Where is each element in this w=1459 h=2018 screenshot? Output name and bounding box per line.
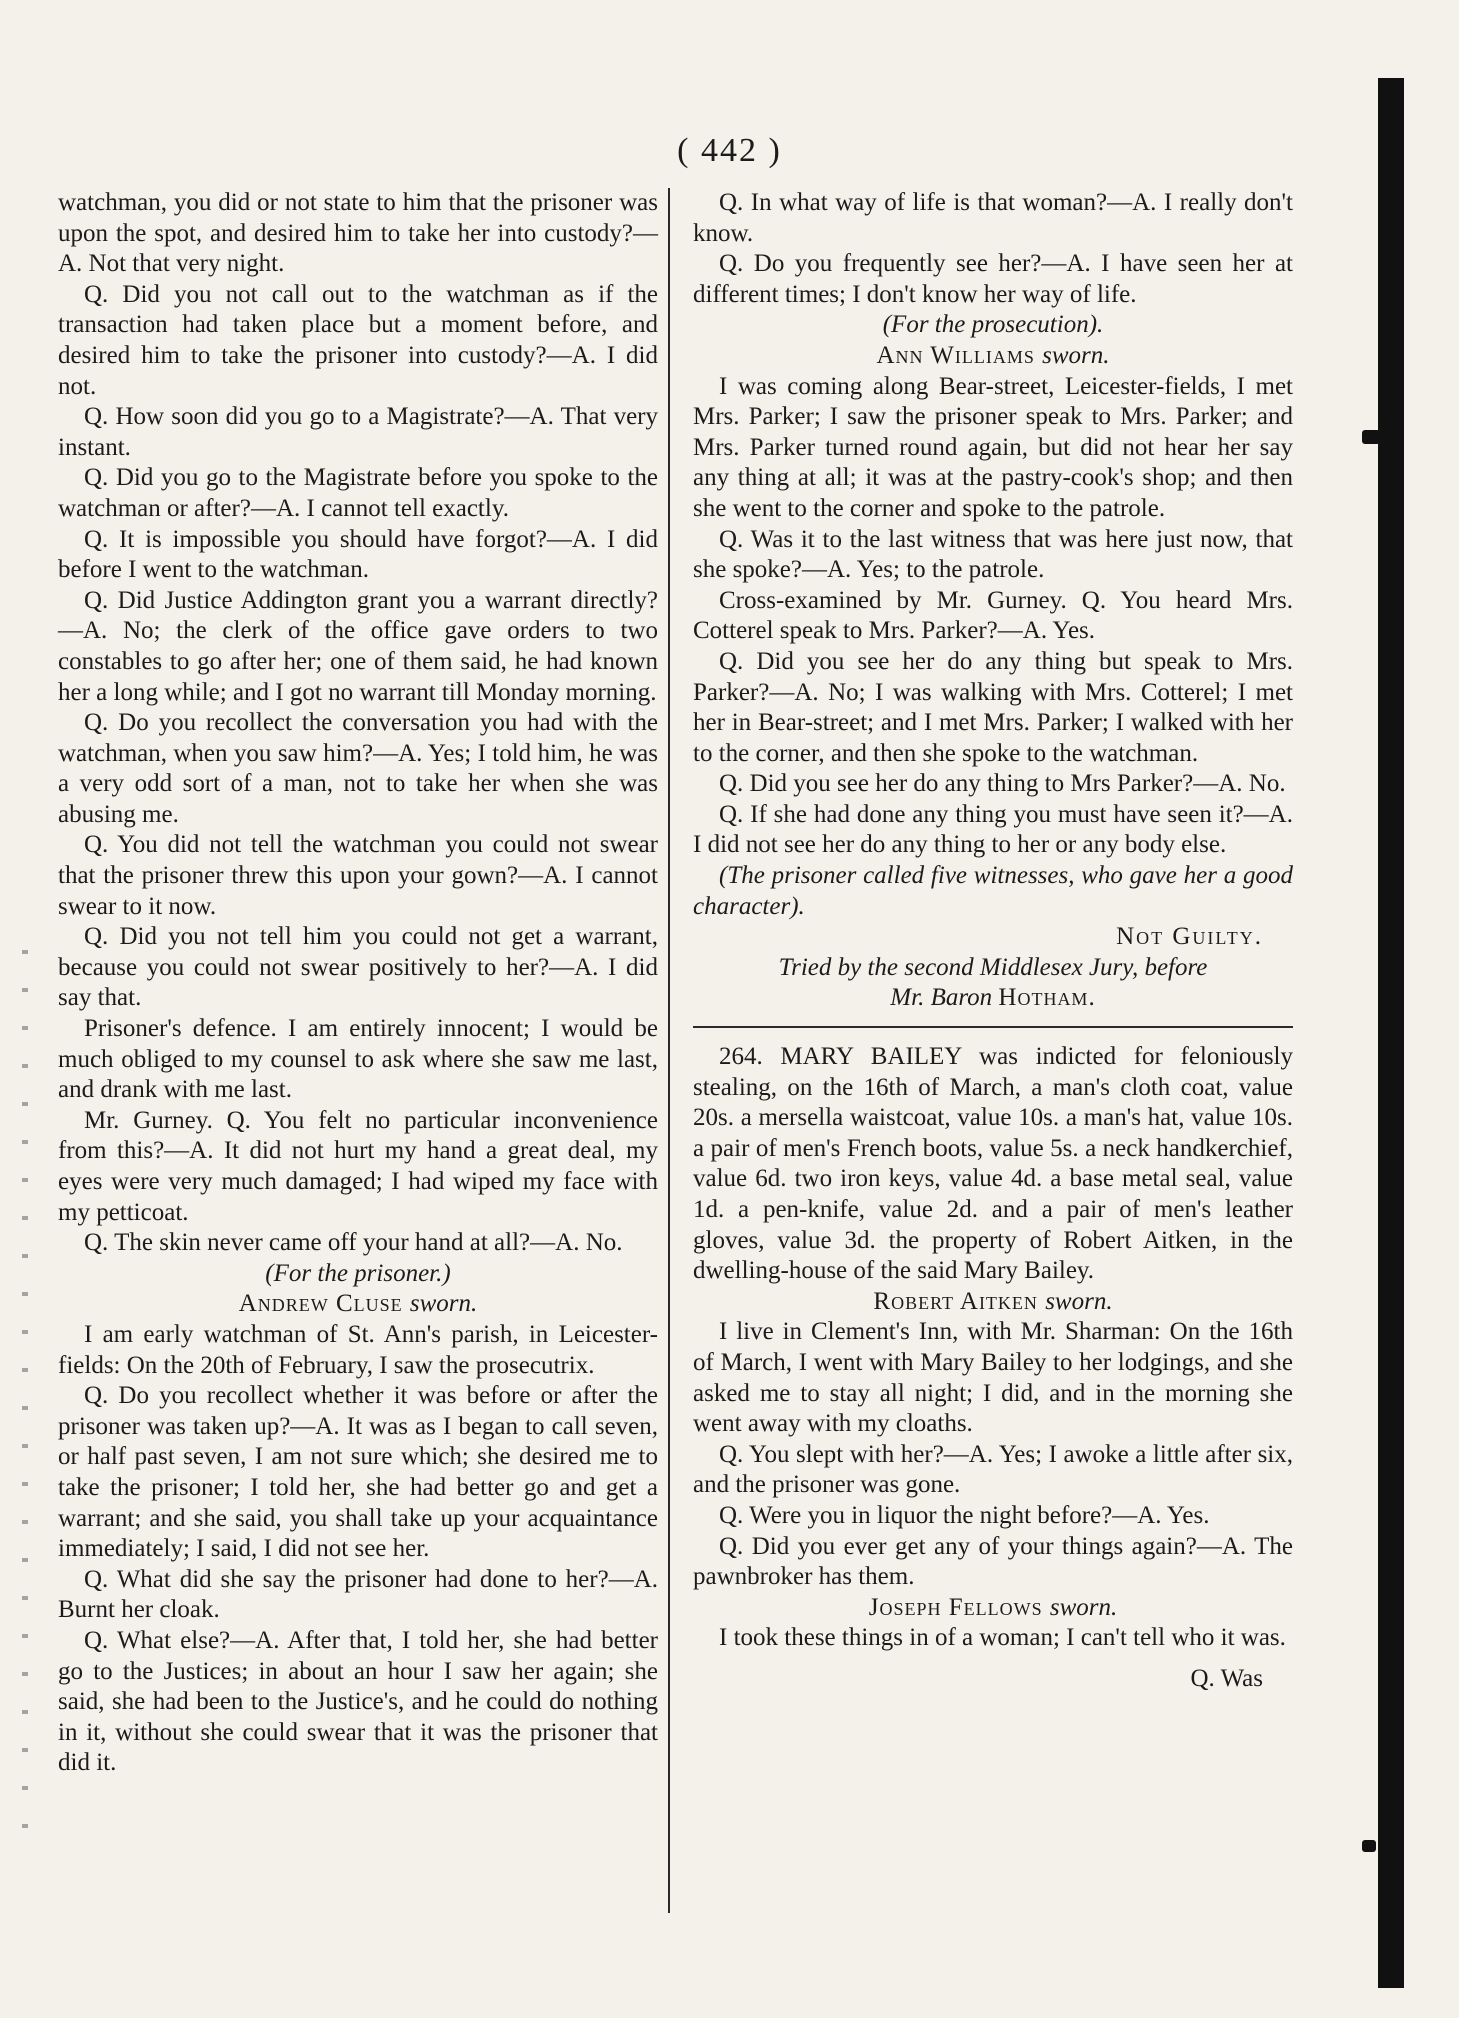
witness-heading xyxy=(693,341,1293,372)
paragraph: I live in Clement's Inn, with Mr. Sharman: On the 16th of March, I went with Mary Bailey to her lodgings, and she asked me to stay all night; I did, and in the morning she went away with my cloaths. xyxy=(693,1318,1293,1438)
judge-name: Hotham. xyxy=(998,984,1096,1012)
paragraph: Q. How soon did you go to a Magistrate?—A. That very instant. xyxy=(58,403,658,461)
section-heading: (For the prisoner.) xyxy=(265,1259,451,1287)
trial-note xyxy=(693,953,1293,1014)
paragraph: Q. Do you recollect the conversation you had with the watchman, when you saw him?—A. Yes; I told him, he was a very odd sort of a man, not to take her when she was abusing me. xyxy=(58,709,658,828)
paragraph: Q. Were you in liquor the night before?—A. Yes. xyxy=(719,1501,1210,1529)
trial-note-line: Tried by the second Middlesex Jury, before xyxy=(778,953,1208,981)
margin-specks xyxy=(22,950,28,1850)
witness-sworn: sworn. xyxy=(1042,341,1110,369)
witness-heading xyxy=(693,1593,1293,1624)
paragraph: Q. Did you not call out to the watchman as if the transaction had taken place but a moment before, and desired him to take the prisoner into custody?—A. I did not. xyxy=(58,280,658,400)
scan-edge-mark xyxy=(1362,430,1380,444)
paragraph: Q. Was it to the last witness that was here just now, that she spoke?—A. Yes; to the patrole. xyxy=(693,525,1293,584)
paragraph: Q. What else?—A. After that, I told her, she had better go to the Justices; in about an hour I saw her again; she said, she had been to the Justice's, and he could do nothing in it, without she could swear that it was the prisoner that did it. xyxy=(58,1626,658,1777)
witness-heading xyxy=(693,1287,1293,1318)
paragraph: Q. If she had done any thing you must have seen it?—A. I did not see her do any thing to her or any body else. xyxy=(693,800,1293,859)
witness-heading xyxy=(58,1289,658,1320)
italic-note: (The prisoner called five witnesses, who gave her a good character). xyxy=(693,862,1293,920)
paragraph: watchman, you did or not state to him that the prisoner was upon the spot, and desired him to take her into custody?—A. Not that very night. xyxy=(58,189,658,278)
paragraph: Q. Did you see her do any thing but speak to Mrs. Parker?—A. No; I was walking with Mrs. Cotterel; I met her in Bear-street; and I met Mrs. Parker; I walked with her to the corner, and then she spoke to the watchman. xyxy=(693,647,1293,767)
witness-name: Robert Aitken xyxy=(873,1287,1038,1315)
verdict: Not Guilty. xyxy=(1116,923,1263,951)
paragraph: Q. The skin never came off your hand at all?—A. No. xyxy=(84,1229,623,1257)
paragraph: Prisoner's defence. I am entirely innocent; I would be much obliged to my counsel to ask where she saw me last, and drank with me last. xyxy=(58,1015,658,1104)
paragraph: Q. What did she say the prisoner had done to her?—A. Burnt her cloak. xyxy=(58,1565,658,1624)
paragraph: Q. Did you ever get any of your things again?—A. The pawnbroker has them. xyxy=(693,1532,1293,1591)
right-column xyxy=(693,188,1293,1695)
paragraph: Q. Did you go to the Magistrate before you spoke to the watchman or after?—A. I cannot tell exactly. xyxy=(58,464,658,522)
paragraph: I was coming along Bear-street, Leicester-fields, I met Mrs. Parker; I saw the prisoner speak to Mrs. Parker; and Mrs. Parker turned round again, but did not hear her say any thing at all; it was at the pastry-cook's shop; and then she went to the corner and spoke to the patrole. xyxy=(693,372,1293,522)
paragraph: Q. Did you see her do any thing to Mrs Parker?—A. No. xyxy=(719,770,1286,798)
paragraph: I took these things in of a woman; I can't tell who it was. xyxy=(719,1624,1286,1652)
witness-sworn: sworn. xyxy=(1045,1287,1113,1315)
scan-edge-mark xyxy=(1362,1840,1376,1852)
witness-name: Andrew Cluse xyxy=(238,1290,403,1318)
paragraph: Q. You slept with her?—A. Yes; I awoke a little after six, and the prisoner was gone. xyxy=(693,1440,1293,1499)
scan-edge-bar xyxy=(1378,78,1404,1988)
column-divider xyxy=(668,188,670,1913)
witness-name: Ann Williams xyxy=(876,341,1035,369)
paragraph: Q. Did Justice Addington grant you a warrant directly?—A. No; the clerk of the office gave orders to two constables to go after her; one of them said, he had known her a long while; and I got no warrant till Monday morning. xyxy=(58,586,658,706)
witness-sworn: sworn. xyxy=(1049,1593,1118,1621)
paragraph: Q. In what way of life is that woman?—A. I really don't know. xyxy=(693,189,1293,247)
paragraph: Q. Do you frequently see her?—A. I have seen her at different times; I don't know her way of life. xyxy=(693,250,1293,308)
paragraph: Mr. Gurney. Q. You felt no particular inconvenience from this?—A. It did not hurt my hand a great deal, my eyes were very much damaged; I had wiped my face with my petticoat. xyxy=(58,1106,658,1226)
paragraph: Cross-examined by Mr. Gurney. Q. You heard Mrs. Cotterel speak to Mrs. Parker?—A. Yes. xyxy=(693,586,1293,645)
paragraph: Q. It is impossible you should have forgot?—A. I did before I went to the watchman. xyxy=(58,525,658,584)
catchword: Q. Was xyxy=(1190,1664,1263,1692)
case-divider xyxy=(693,1026,1293,1028)
left-column xyxy=(58,188,658,1779)
paragraph: Q. You did not tell the watchman you could not swear that the prisoner threw this upon your gown?—A. I cannot swear to it now. xyxy=(58,831,658,920)
section-heading: (For the prosecution). xyxy=(882,311,1104,339)
witness-name: Joseph Fellows xyxy=(868,1593,1043,1621)
paragraph: I am early watchman of St. Ann's parish, in Leicester-fields: On the 20th of February, I saw the prosecutrix. xyxy=(58,1320,658,1379)
judge-title: Mr. Baron xyxy=(890,984,993,1012)
paragraph: Q. Do you recollect whether it was before or after the prisoner was taken up?—A. It was as I began to call seven, or half past seven, I am not sure which; she desired me to take the prisoner; I told her, she had better go and get a warrant; and she said, you shall take up your acquaintance immediately; I said, I did not see her. xyxy=(58,1382,658,1563)
witness-sworn: sworn. xyxy=(409,1290,478,1318)
page-number: ( 442 ) xyxy=(677,132,782,169)
trial-note-line xyxy=(693,983,1293,1014)
paragraph: Q. Did you not tell him you could not get a warrant, because you could not swear positively to her?—A. I did say that. xyxy=(58,923,658,1012)
paragraph: 264. MARY BAILEY was indicted for feloniously stealing, on the 16th of March, a man's cloth coat, value 20s. a mersella waistcoat, value 10s. a man's hat, value 10s. a pair of men's French boots, value 5s. a neck handkerchief, value 6d. two iron keys, value 4d. a base metal seal, value 1d. a pen-knife, value 2d. and a pair of men's leather gloves, value 3d. the property of Robert Aitken, in the dwelling-house of the said Mary Bailey. xyxy=(693,1043,1293,1285)
